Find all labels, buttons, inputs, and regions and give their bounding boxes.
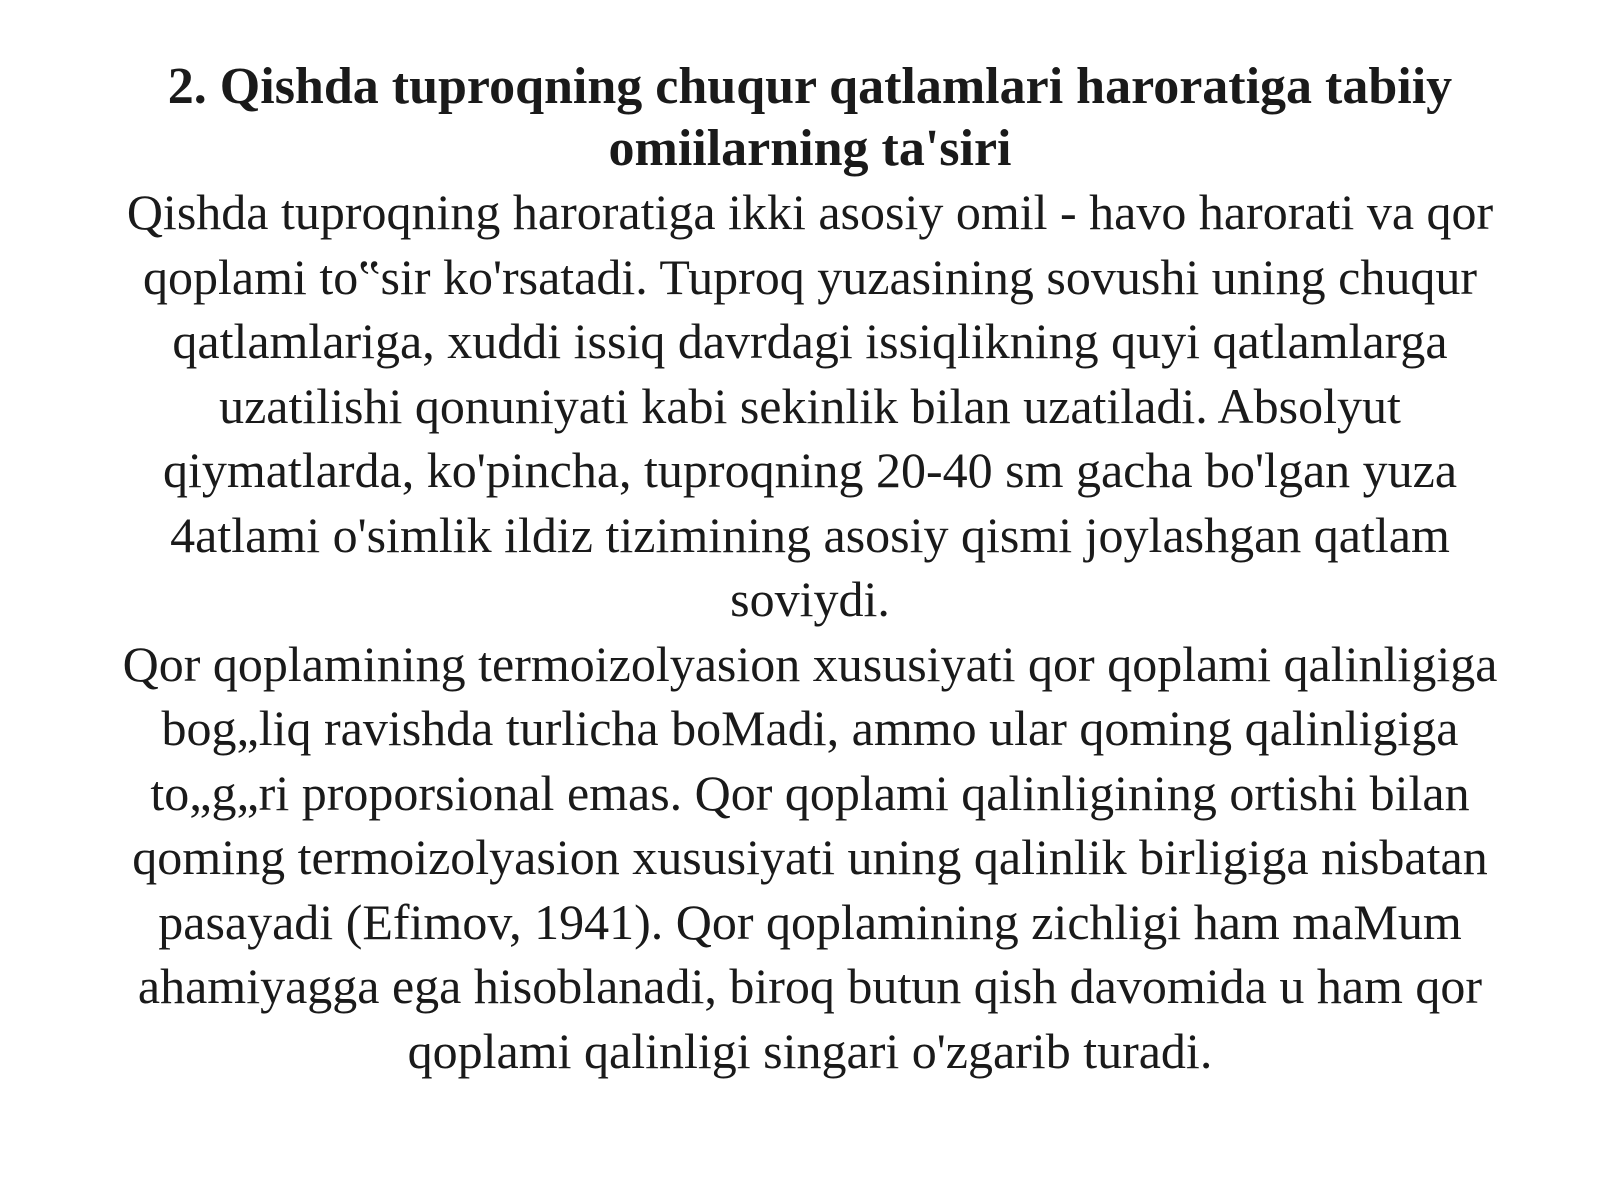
- paragraph-air-and-snow-factors: Qishda tuproqning haroratiga ikki asosiy omil - havo harorati va qor qoplami to‟sir ko'rsatadi. Tuproq yuzasining sovushi uning chuqur qatlamlariga, xuddi issiq davrdagi issiqlikning quyi qatlamlarga uzatilishi qonuniyati kabi sekinlik bilan uzatiladi. Absolyut qiymatlarda, ko'pincha, tuproqning 20-40 sm gacha bo'lgan yuza 4atlami o'simlik ildiz tizimining asosiy qismi joylashgan qatlam soviydi.: [126, 184, 1494, 627]
- slide-title: 2. Qishda tuproqning chuqur qatlamlari haroratiga tabiiy omiilarning ta'siri: [167, 58, 1453, 177]
- slide-content: [90, 56, 1530, 1083]
- paragraph-snow-thermal-insulation: Qor qoplamining termoizolyasion xususiyati qor qoplami qalinligiga bog„liq ravishda turlicha boMadi, ammo ular qoming qalinligiga to„g„ri proporsional emas. Qor qoplami qalinligining ortishi bilan qoming termoizolyasion xususiyati uning qalinlik birligiga nisbatan pasayadi (Efimov, 1941). Qor qoplamining zichligi ham maMum ahamiyagga ega hisoblanadi, biroq butun qish davomida u ham qor qoplami qalinligi singari o'zgarib turadi.: [122, 635, 1498, 1079]
